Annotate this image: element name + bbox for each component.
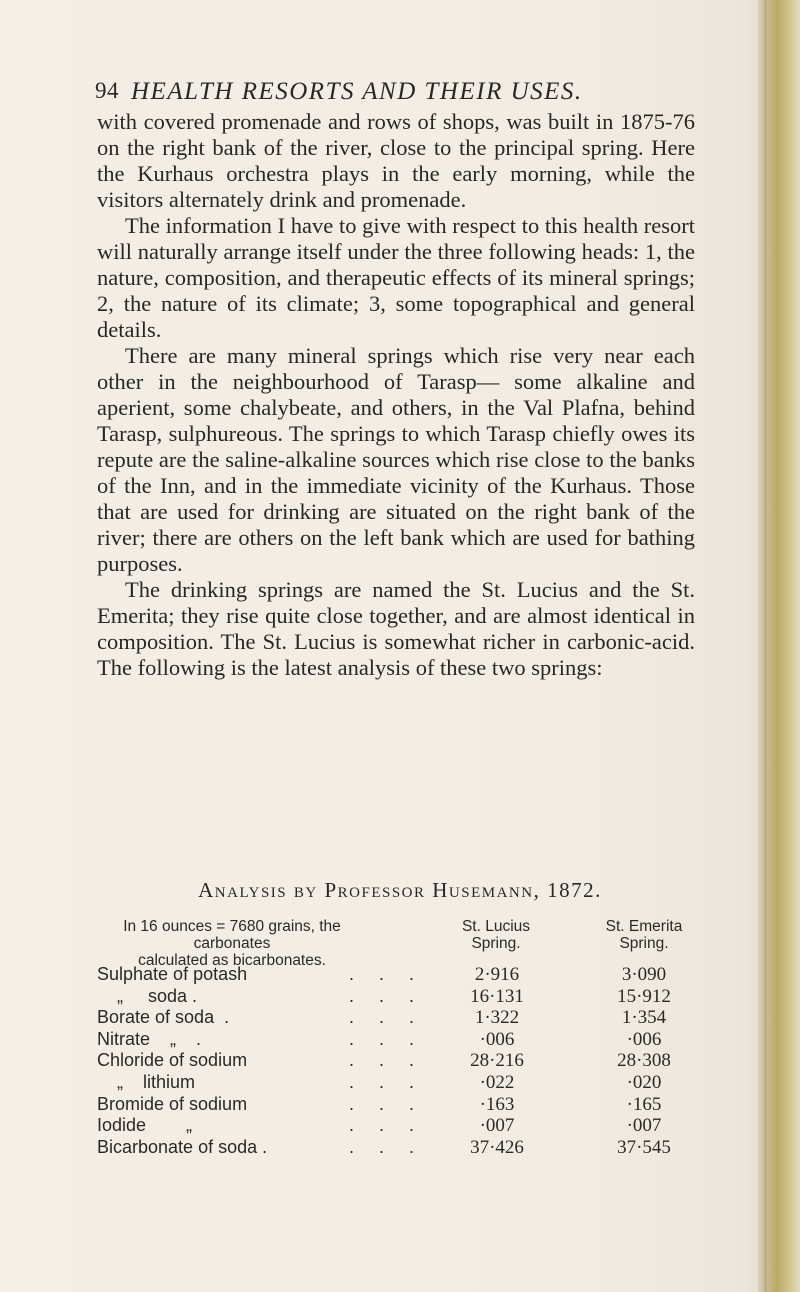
table-row xyxy=(97,1007,711,1029)
column-header-line: Spring. xyxy=(471,935,521,952)
description-line: calculated as bicarbonates. xyxy=(138,952,326,969)
st-emerita-value: 1·354 xyxy=(621,1007,667,1029)
leader-dots: . . . xyxy=(349,1136,425,1157)
row-label: „ lithium xyxy=(97,1071,196,1092)
column-header-st-emerita xyxy=(594,918,694,952)
page-number: 94 xyxy=(95,78,119,103)
leader-dots: . . . xyxy=(349,964,425,984)
row-label: Borate of soda . xyxy=(97,1007,230,1028)
st-lucius-value: ·163 xyxy=(479,1093,515,1115)
paragraph: There are many mineral springs which rise very near each other in the neighbourhood of Tarasp— some alkaline and aperient, some chalybeate, and others, in the Val Plafna, behind Tarasp, sulphureous. The springs to which Tarasp chiefly owes its repute are the saline-alkaline sources which rise close to the banks of the Inn, and in the immediate vicinity of the Kurhaus. Those that are used for drinking are situated on the right bank of the river; there are others on the left bank which are used for bathing purposes. xyxy=(97,343,695,576)
st-lucius-value: 2·916 xyxy=(474,964,520,985)
leader-dots: . . . xyxy=(349,1007,425,1028)
st-emerita-value: 3·090 xyxy=(621,964,667,985)
row-label: Chloride of sodium xyxy=(97,1050,248,1071)
st-lucius-value: 1·322 xyxy=(474,1007,520,1029)
row-label: Bromide of sodium xyxy=(97,1093,248,1114)
leader-dots: . . . xyxy=(349,1050,425,1071)
st-emerita-value: 37·545 xyxy=(617,1136,671,1158)
row-label: Sulphate of potash xyxy=(97,964,248,984)
table-row xyxy=(97,1029,711,1051)
paragraph: The drinking springs are named the St. Lucius and the St. Emerita; they rise quite close together, and are almost identical in composition. The St. Lucius is somewhat richer in carbonic-acid. The following is the latest analysis of these two springs: xyxy=(97,577,695,680)
table-header xyxy=(97,918,711,969)
table-row xyxy=(97,1115,711,1137)
column-header-line: Spring. xyxy=(619,935,669,952)
page-header xyxy=(95,78,695,112)
leader-dots: . . . xyxy=(349,1115,425,1136)
st-emerita-value: 28·308 xyxy=(617,1050,671,1072)
row-label: Iodide „ xyxy=(97,1115,193,1136)
st-emerita-value: ·006 xyxy=(626,1028,662,1050)
running-head: HEALTH RESORTS AND THEIR USES. xyxy=(131,78,583,105)
description-line: In 16 ounces = 7680 grains, the carbonates xyxy=(123,918,341,952)
row-label: Bicarbonate of soda . xyxy=(97,1136,268,1157)
st-lucius-value: 37·426 xyxy=(470,1136,524,1158)
table-row xyxy=(97,986,711,1008)
st-lucius-value: 28·216 xyxy=(470,1050,524,1072)
analysis-title: Analysis by Professor Husemann, 1872. xyxy=(198,878,602,902)
leader-dots: . . . xyxy=(349,1093,425,1114)
paragraph: The information I have to give with respect to this health resort will naturally arrange itself under the three following heads: 1, the nature, composition, and therapeutic effects of its mineral springs; 2, the nature of its climate; 3, some topographical and general details. xyxy=(97,213,695,342)
st-lucius-value: ·022 xyxy=(479,1071,515,1093)
st-lucius-value: ·007 xyxy=(479,1115,515,1137)
leader-dots: . . . xyxy=(349,985,425,1006)
column-header-st-lucius xyxy=(450,918,542,952)
st-lucius-value: 16·131 xyxy=(470,985,524,1007)
paragraph: with covered promenade and rows of shops, was built in 1875-76 on the right bank of the river, close to the principal spring. Here the Kurhaus orchestra plays in the early morning, while the visitors alternately drink and promenade. xyxy=(97,109,695,212)
table-description xyxy=(97,918,367,969)
table-row xyxy=(97,1094,711,1116)
table-row xyxy=(97,1072,711,1094)
leader-dots: . . . xyxy=(349,1071,425,1092)
analysis-table xyxy=(97,918,711,1158)
table-row xyxy=(97,1137,711,1159)
st-lucius-value: ·006 xyxy=(479,1028,515,1050)
column-header-line: St. Lucius xyxy=(461,918,531,935)
page-edge xyxy=(758,0,800,1292)
st-emerita-value: 15·912 xyxy=(617,985,671,1007)
body-text xyxy=(97,109,695,681)
st-emerita-value: ·165 xyxy=(626,1093,662,1115)
st-emerita-value: ·020 xyxy=(626,1071,662,1093)
st-emerita-value: ·007 xyxy=(626,1115,662,1137)
row-label: Nitrate „ . xyxy=(97,1028,202,1049)
leader-dots: . . . xyxy=(349,1028,425,1049)
row-label: „ soda . xyxy=(97,985,198,1006)
column-header-line: St. Emerita xyxy=(605,918,683,935)
table-row xyxy=(97,1050,711,1072)
table-row xyxy=(97,964,711,986)
